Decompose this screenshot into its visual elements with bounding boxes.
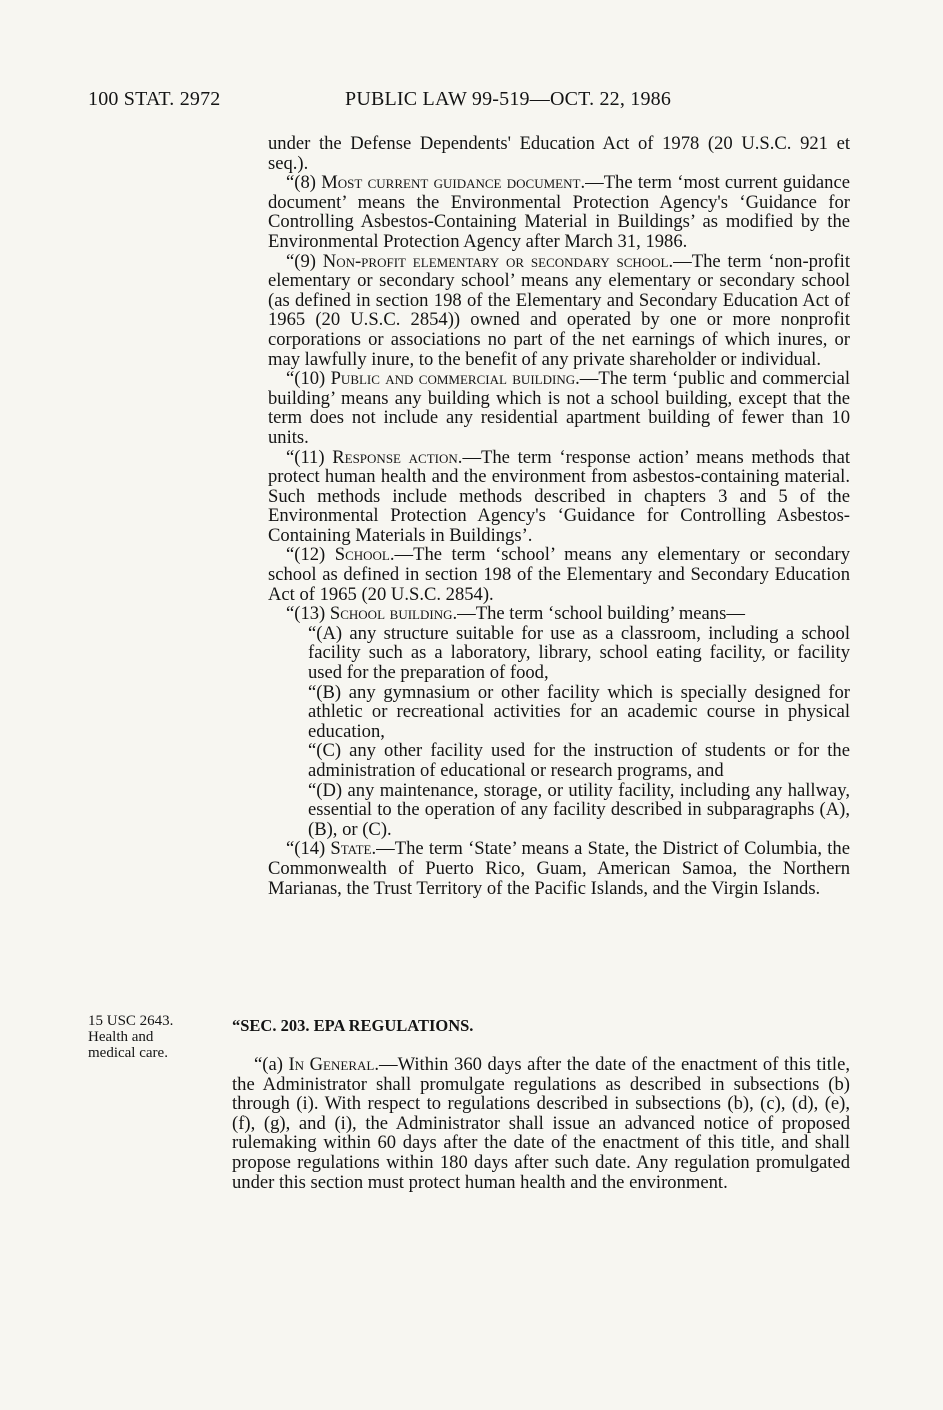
subparagraph-c: “(C) any other facility used for the instruction of students or for the administration of educational or research programs, and (308, 740, 850, 781)
paragraph-heading: Response action. (332, 446, 463, 468)
paragraph-heading: Non-profit elementary or secondary school. (322, 250, 674, 272)
paragraph-10 (268, 369, 850, 447)
paragraph-text: under the Defense Dependents' Education Act of 1978 (20 U.S.C. 921 et seq.). (268, 133, 850, 174)
paragraph-heading: School building. (329, 603, 458, 625)
paragraph-text: —The term ‘school’ means any elementary or secondary school as defined in section 198 of the Elementary and Secondary Education Act of 1965 (20 U.S.C. 2854). (268, 544, 850, 605)
paragraph-13 (268, 604, 850, 624)
margin-note (88, 1013, 173, 1061)
paragraph-text: —The term ‘most current guidance document’ means the Environmental Protection Agency's ‘Guidance for Controlling Asbestos-Containing Material in Buildings’ as modified by the Environmental Protection Agency after March 31, 1986. (268, 172, 850, 252)
paragraph-11 (268, 448, 850, 546)
paragraph-text: —The term ‘State’ means a State, the District of Columbia, the Commonwealth of Puerto Rico, Guam, American Samoa, the Northern Marianas, the Trust Territory of the Pacific Islands, and the Virgin Islands. (268, 838, 850, 899)
paragraph-number: “(9) (286, 250, 323, 272)
paragraph-text: —The term ‘non-profit elementary or secondary school’ means any elementary or secondary school (as defined in section 198 of the Elementary and Secondary Education Act of 1965 (20 U.S.C. 2854)) owned and operated by one or more nonprofit corporations or associations no part of the net earnings of which inures, or may lawfully inure, to the benefit of any private shareholder or individual. (268, 250, 850, 370)
section-body (232, 1055, 850, 1192)
paragraph-text: —The term ‘response action’ means methods that protect human health and the environment from asbestos-containing material. Such methods include methods described in chapters 3 and 5 of the Environmental Protection Agency's ‘Guidance for Controlling Asbestos-Containing Materials in Buildings’. (268, 446, 850, 546)
subparagraph-b: “(B) any gymnasium or other facility which is specially designed for athletic or recreational activities for an academic course in physical education, (308, 681, 850, 742)
paragraph-14 (268, 839, 850, 898)
paragraph-text: —The term ‘public and commercial building’ means any building which is not a school building, except that the term does not include any residential apartment building of fewer than 10 units. (268, 368, 850, 448)
paragraph-number: “(13) (286, 603, 330, 625)
paragraph-number: “(14) (286, 838, 331, 860)
paragraph-text: —The term ‘school building’ means— (457, 603, 745, 625)
paragraph-heading: Public and commercial building. (330, 368, 580, 390)
paragraph-number: “(8) (286, 172, 322, 194)
running-header-title: PUBLIC LAW 99-519—OCT. 22, 1986 (345, 88, 672, 110)
margin-note-citation: 15 USC 2643. (88, 1013, 174, 1029)
subsection-text: —Within 360 days after the date of the enactment of this title, the Administrator shall promulgate regulations as described in subsections (b) through (i). With respect to regulations described in subsections (b), (c), (d), (e), (f), (g), and (i), the Administrator shall issue an advanced notice of proposed rulemaking within 60 days after the date of the enactment of this title, and shall propose regulations within 180 days after such date. Any regulation promulgated under this section must protect human health and the environment. (232, 1054, 850, 1193)
page-number: 100 STAT. 2972 (88, 88, 221, 110)
paragraph-12 (268, 545, 850, 604)
paragraph-heading: State. (330, 838, 377, 860)
margin-note-topic: Health and (88, 1029, 154, 1045)
paragraph-number: “(10) (286, 368, 331, 390)
paragraph-heading: School. (334, 544, 395, 566)
paragraph-number: “(12) (286, 544, 335, 566)
subparagraph-a: “(A) any structure suitable for use as a classroom, including a school facility such as a laboratory, library, school eating facility, or facility used for the preparation of food, (308, 622, 850, 684)
margin-note-topic: medical care. (88, 1045, 168, 1061)
paragraph-8 (268, 173, 850, 251)
subparagraph-d: “(D) any maintenance, storage, or utility facility, including any hallway, essential to the operation of any facility described in subparagraphs (A), (B), or (C). (308, 779, 850, 840)
paragraph-heading: Most current guidance document. (321, 172, 586, 194)
subsection-number: “(a) (254, 1054, 289, 1075)
subsection-a (232, 1055, 850, 1192)
definitions-column (268, 134, 850, 898)
paragraph-9 (268, 252, 850, 370)
paragraph-number: “(11) (286, 446, 333, 468)
section-heading: “SEC. 203. EPA REGULATIONS. (232, 1016, 474, 1035)
paragraph-continuation (268, 134, 850, 173)
subsection-heading: In General. (288, 1054, 379, 1075)
